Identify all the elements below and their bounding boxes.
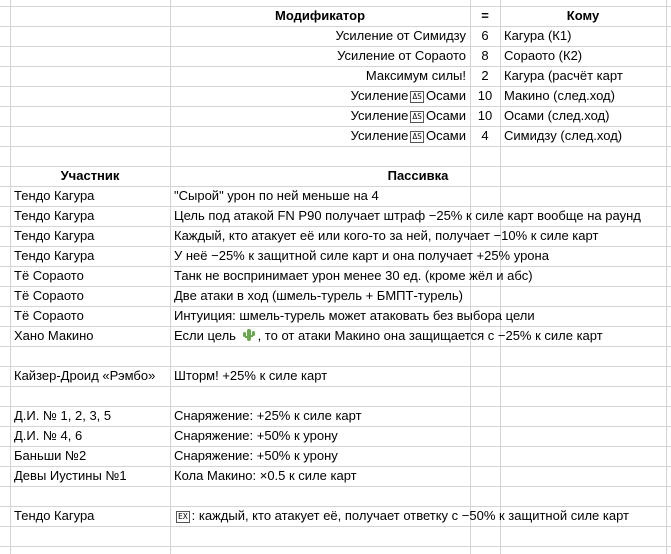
participant-cell[interactable]: Тё Сораото <box>14 308 84 323</box>
passive-cell[interactable]: "Сырой" урон по ней меньше на 4 <box>174 188 379 203</box>
modifier-value[interactable]: 8 <box>481 48 489 63</box>
participant-cell[interactable]: Тё Сораото <box>14 288 84 303</box>
modifier-target[interactable]: Сораото (К2) <box>504 48 583 63</box>
header-whom: Кому <box>566 8 600 23</box>
glyph-icon: ΔS <box>412 132 422 141</box>
modifier-value[interactable]: 6 <box>481 28 489 43</box>
row-line <box>0 146 671 147</box>
row-line <box>0 546 671 547</box>
participant-cell[interactable]: Тендо Кагура <box>14 228 95 243</box>
modifier-target[interactable]: Осами (след.ход) <box>504 108 610 123</box>
participant-cell[interactable]: Тендо Кагура <box>14 508 95 523</box>
participant-cell[interactable]: Тендо Кагура <box>14 188 95 203</box>
modifier-cell[interactable] <box>170 126 470 146</box>
participant-cell[interactable]: Д.И. № 1, 2, 3, 5 <box>14 408 112 423</box>
passive-cell[interactable]: Цель под атакой FN P90 получает штраф −25% к силе карт вообще на раунд <box>174 208 641 223</box>
glyph-icon: ΔS <box>412 112 422 121</box>
modifier-prefix: Усиление <box>350 128 409 143</box>
participant-cell[interactable]: Баньши №2 <box>14 448 87 463</box>
passive-cell[interactable]: У неё −25% к защитной силе карт и она получает +25% урона <box>174 248 549 263</box>
row-line <box>0 346 671 347</box>
modifier-suffix: Осами <box>425 108 466 123</box>
modifier-target[interactable]: Кагура (расчёт карт <box>504 68 623 83</box>
modifier-target[interactable]: Кагура (К1) <box>504 28 572 43</box>
modifier-value[interactable]: 4 <box>481 128 489 143</box>
modifier-cell[interactable] <box>170 106 470 126</box>
glyph-icon: ΔS <box>412 92 422 101</box>
passive-cell[interactable]: Снаряжение: +25% к силе карт <box>174 408 362 423</box>
passive-cell[interactable] <box>170 506 666 526</box>
modifier-cell[interactable]: Максимум силы! <box>365 68 466 83</box>
modifier-value[interactable]: 10 <box>477 108 493 123</box>
header-eq: = <box>481 8 489 23</box>
passive-cell[interactable]: Кола Макино: ×0.5 к силе карт <box>174 468 357 483</box>
cactus-icon <box>242 328 256 342</box>
row-line <box>0 526 671 527</box>
participant-cell[interactable]: Д.И. № 4, 6 <box>14 428 83 443</box>
participant-cell[interactable]: Девы Иустины №1 <box>14 468 127 483</box>
header-participant: Участник <box>60 168 120 183</box>
participant-cell[interactable]: Тендо Кагура <box>14 248 95 263</box>
passive-cell[interactable]: Танк не воспринимает урон менее 30 ед. (кроме жёл и абс) <box>174 268 533 283</box>
modifier-cell[interactable] <box>170 86 470 106</box>
passive-cell[interactable]: Шторм! +25% к силе карт <box>174 368 328 383</box>
modifier-prefix: Усиление <box>350 108 409 123</box>
passive-cell[interactable]: Интуиция: шмель-турель может атаковать без выбора цели <box>174 308 535 323</box>
row-line <box>0 486 671 487</box>
participant-cell[interactable]: Кайзер-Дроид «Рэмбо» <box>14 368 156 383</box>
participant-cell[interactable]: Тё Сораото <box>14 268 84 283</box>
passive-cell[interactable]: Две атаки в ход (шмель-турель + БМПТ-турель) <box>174 288 463 303</box>
modifier-value[interactable]: 2 <box>481 68 489 83</box>
column-line <box>666 0 667 554</box>
modifier-target[interactable]: Симидзу (след.ход) <box>504 128 623 143</box>
modifier-target[interactable]: Макино (след.ход) <box>504 88 615 103</box>
modifier-cell[interactable]: Усиление от Симидзу <box>335 28 466 43</box>
passive-cell[interactable]: Снаряжение: +50% к урону <box>174 428 338 443</box>
ex-glyph-icon: EX <box>178 512 188 521</box>
modifier-value[interactable]: 10 <box>477 88 493 103</box>
row-line <box>0 386 671 387</box>
modifier-suffix: Осами <box>425 88 466 103</box>
modifier-prefix: Усиление <box>350 88 409 103</box>
header-passive: Пассивка <box>387 168 449 183</box>
passive-cell[interactable]: Снаряжение: +50% к урону <box>174 448 338 463</box>
passive-prefix: Если цель <box>174 328 236 343</box>
passive-suffix: : каждый, кто атакует её, получает ответку с −50% к защитной силе карт <box>191 508 629 523</box>
modifier-cell[interactable]: Усиление от Сораото <box>337 48 466 63</box>
header-modifier: Модификатор <box>274 8 366 23</box>
passive-suffix: , то от атаки Макино она защищается с −25% к силе карт <box>257 328 603 343</box>
passive-cell[interactable]: Каждый, кто атакует её или кого-то за ней, получает −10% к силе карт <box>174 228 599 243</box>
participant-cell[interactable]: Тендо Кагура <box>14 208 95 223</box>
participant-cell[interactable]: Хано Макино <box>14 328 94 343</box>
passive-cell[interactable] <box>170 326 666 346</box>
modifier-suffix: Осами <box>425 128 466 143</box>
